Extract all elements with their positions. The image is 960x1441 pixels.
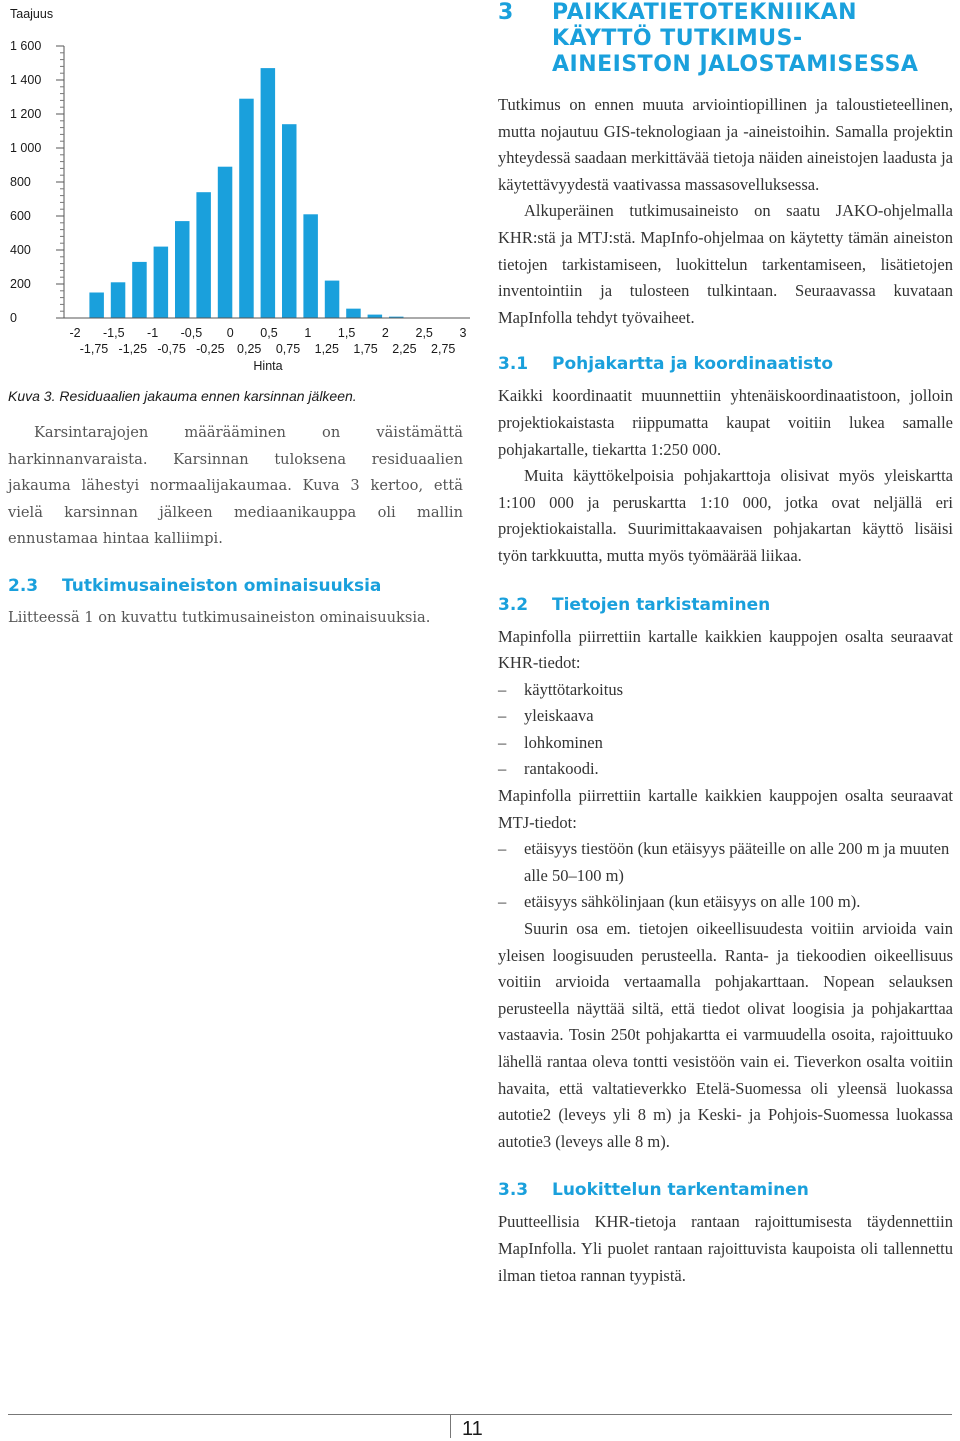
histogram-bar [282,124,297,318]
chapter-title-line-1: PAIKKATIETOTEKNIIKAN [552,0,857,25]
section-title: Pohjakartta ja koordinaatisto [552,354,833,374]
histogram-bar [218,167,233,318]
x-tick-label-top: -1 [147,326,158,340]
right-paragraph-4: Muita käyttökelpoisia pohjakarttoja olisivat myös yleiskartta 1:100 000 ja peruskartta 1:10 000, jotka ovat neljällä eri projektiokaistalla. Suurimittakaavaisen pohjakartan käyttö lisäisi työn tarkkuutta, mutta myös työmäärää liikaa. [498,463,953,569]
x-tick-label-bottom: -0,25 [196,342,225,356]
x-tick-label-top: -1,5 [103,326,125,340]
y-tick-label: 800 [10,175,31,189]
x-tick-label-bottom: -1,25 [119,342,148,356]
y-tick-label: 1 000 [10,141,41,155]
x-tick-label-bottom: 1,75 [353,342,377,356]
histogram-svg [0,0,480,380]
x-tick-label-top: -2 [69,326,80,340]
list-item: – rantakoodi. [498,756,953,783]
list-item: – lohkominen [498,730,953,757]
list-item: – käyttötarkoitus [498,677,953,704]
x-tick-label-top: 2,5 [416,326,433,340]
chapter-number: 3 [498,0,552,26]
histogram-bar [368,315,383,318]
x-tick-label-bottom: 2,25 [392,342,416,356]
y-tick-label: 1 600 [10,39,41,53]
section-title: Tietojen tarkistaminen [552,595,770,615]
mtj-list [498,836,953,916]
right-paragraph-7: Suurin osa em. tietojen oikeellisuudesta voitiin arvioida vain yleisen loogisuuden perusteella. Ranta- ja tiekoodien oikeellisuus voitiin arvioida vertaamalla pohjakarttaan. Nopean selauksen perusteella näyttää siltä, että tiedot olivat loogisia ja pohjakarttaa vastaavia. Tosin 250t pohjakartta ei varmuudella osoita, rajoittuuko lähellä rantaa oleva tontti vesistöön vain ei. Tieverkon osalta voitiin havaita, että valtatieverkko Etelä-Suomessa oli yleensä luokassa autotie2 (leveys yli 8 m) ja Keski- ja Pohjois-Suomessa luokassa autotie3 (leveys alle 8 m). [498,916,953,1155]
residual-histogram [0,0,480,380]
histogram-bar [154,247,169,318]
x-tick-label-top: 1,5 [338,326,355,340]
section-number: 2.3 [8,573,62,599]
x-tick-label-bottom: -1,75 [80,342,109,356]
list-item: – yleiskaava [498,703,953,730]
section-2-3-heading [8,573,463,599]
y-tick-label: 1 200 [10,107,41,121]
y-tick-label: 0 [10,311,17,325]
footer-tick [450,1414,451,1438]
x-tick-label-top: 0 [227,326,234,340]
page-number: 11 [462,1418,483,1441]
section-number: 3.2 [498,592,552,618]
figure-caption: Kuva 3. Residuaalien jakauma ennen karsinnan jälkeen. [8,388,468,404]
chapter-3-heading [498,0,953,78]
histogram-bar [325,281,340,318]
x-tick-label-top: -0,5 [181,326,203,340]
histogram-bar [239,99,254,318]
section-title: Tutkimusaineiston ominaisuuksia [62,576,381,596]
x-tick-label-bottom: 2,75 [431,342,455,356]
right-paragraph-8: Puutteellisia KHR-tietoja rantaan rajoittumisesta täydennettiin MapInfolla. Yli puolet rantaan rajoittuvista kaupoista oli tallennettu ilman tietoa rannan tyypistä. [498,1209,953,1289]
chapter-title-line-2: KÄYTTÖ TUTKIMUS- [498,26,953,52]
right-paragraph-2: Alkuperäinen tutkimusaineisto on saatu JAKO-ohjelmalla KHR:stä ja MTJ:stä. MapInfo-ohjelmaa on käytetty tämän aineiston tietojen tarkistamiseen, luokittelun tarkentamiseen, lisätietojen inventointiin ja tulosteen tulkintaan. Seuraavassa kuvataan MapInfolla tehdyt työvaiheet. [498,198,953,331]
section-3-2-heading [498,592,953,618]
list-item: – etäisyys sähkölinjaan (kun etäisyys on alle 100 m). [498,889,953,916]
right-paragraph-6: Mapinfolla piirrettiin kartalle kaikkien kauppojen osalta seuraavat MTJ-tiedot: [498,783,953,836]
section-number: 3.3 [498,1177,552,1203]
histogram-bar [346,309,361,318]
x-tick-label-bottom: 1,25 [315,342,339,356]
y-tick-label: 1 400 [10,73,41,87]
x-tick-label-bottom: 0,75 [276,342,300,356]
section-3-1-heading [498,351,953,377]
left-paragraph-1: Karsintarajojen määrääminen on väistämättä harkinnanvaraista. Karsinnan tuloksena residuaalien jakauma lähestyi normaalijakaumaa. Kuva 3 kertoo, että vielä karsinnan jälkeen mediaanikauppa oli mallin ennustamaa hintaa kalliimpi. [8,420,463,553]
list-item: – etäisyys tiestöön (kun etäisyys pääteille on alle 200 m ja muuten alle 50–100 m) [498,836,953,889]
histogram-bar [303,214,318,318]
y-tick-label: 400 [10,243,31,257]
x-tick-label-top: 2 [382,326,389,340]
section-number: 3.1 [498,351,552,377]
left-column [8,420,463,632]
y-axis-label: Taajuus [10,7,53,21]
section-3-3-heading [498,1177,953,1203]
x-tick-label-top: 0,5 [260,326,277,340]
y-tick-label: 600 [10,209,31,223]
section-title: Luokittelun tarkentaminen [552,1180,809,1200]
histogram-bar [111,282,126,318]
left-paragraph-2: Liitteessä 1 on kuvattu tutkimusaineiston ominaisuuksia. [8,605,463,632]
x-tick-label-top: 1 [304,326,311,340]
histogram-bar [261,68,276,318]
x-tick-label-top: 3 [460,326,467,340]
y-tick-label: 200 [10,277,31,291]
histogram-bar [175,221,190,318]
chapter-title-line-3: AINEISTON JALOSTAMISESSA [498,52,953,78]
x-axis-label: Hinta [253,359,282,373]
footer-rule [8,1414,952,1415]
khr-list [498,677,953,783]
right-paragraph-1: Tutkimus on ennen muuta arviointiopillinen ja taloustieteellinen, mutta nojautuu GIS-teknologiaan ja -aineistoihin. Samalla projektin yhteydessä saadaan merkittävää tietoja näiden aineistojen laadusta ja käytettävyydestä vaativassa massasovelluksessa. [498,92,953,198]
right-paragraph-5: Mapinfolla piirrettiin kartalle kaikkien kauppojen osalta seuraavat KHR-tiedot: [498,624,953,677]
right-column [498,0,953,1289]
histogram-bar [196,192,211,318]
right-paragraph-3: Kaikki koordinaatit muunnettiin yhtenäiskoordinaatistoon, jolloin projektiokaistasta riippumatta kaupat voitiin lukea samalle pohjakartalle, tiekartta 1:250 000. [498,383,953,463]
histogram-bar [89,293,104,319]
x-tick-label-bottom: -0,75 [157,342,186,356]
x-tick-label-bottom: 0,25 [237,342,261,356]
histogram-bar [132,262,147,318]
